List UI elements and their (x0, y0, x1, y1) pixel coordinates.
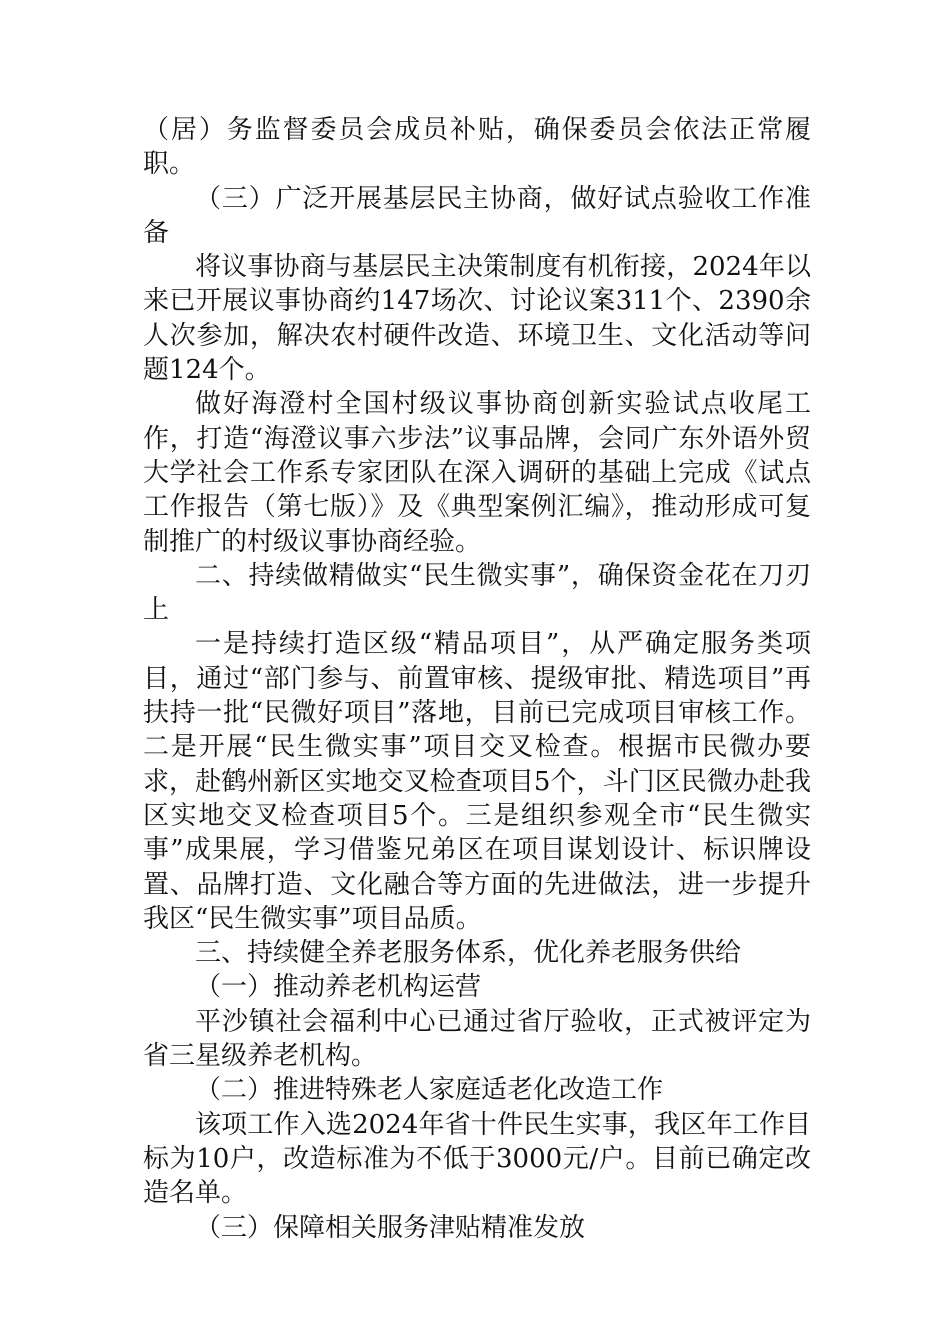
section-heading-three: 三、持续健全养老服务体系，优化养老服务供给 (195, 938, 742, 969)
subsection-heading-2: （二）推进特殊老人家庭适老化改造工作 (195, 1075, 664, 1106)
subsection-heading-1: （一）推动养老机构运营 (195, 972, 482, 1003)
paragraph-pilot-work: 做好海澄村全国村级议事协商创新实验试点收尾工作，打造“海澄议事六步法”议事品牌，会同广东外语外贸大学社会工作系专家团队在深入调研的基础上完成《试点工作报告（第七版）》及《典型案例汇编》，推动形成可复制推广的村级议事协商经验。 (143, 389, 811, 557)
paragraph-consultation-stats: 将议事协商与基层民主决策制度有机衔接，2024年以来已开展议事协商约147场次、讨论议案311个、2390余人次参加，解决农村硬件改造、环境卫生、文化活动等问题124个。 (143, 252, 811, 386)
paragraph-welfare-center: 平沙镇社会福利中心已通过省厅验收，正式被评定为省三星级养老机构。 (143, 1006, 811, 1072)
section-heading-two: 二、持续做精做实“民生微实事”，确保资金花在刀刃上 (143, 560, 811, 626)
subsection-heading-3: （三）保障相关服务津贴精准发放 (195, 1212, 586, 1243)
paragraph-continuation: （居）务监督委员会成员补贴，确保委员会依法正常履职。 (143, 115, 811, 180)
document-body (143, 113, 811, 1245)
paragraph-livelihood-projects: 一是持续打造区级“精品项目”，从严确定服务类项目，通过“部门参与、前置审核、提级审批、精选项目”再扶持一批“民微好项目”落地，目前已完成项目审核工作。二是开展“民生微实事”项目交叉检查。根据市民微办要求，赴鹤州新区实地交叉检查项目5个，斗门区民微办赴我区实地交叉检查项目5个。三是组织参观全市“民生微实事”成果展，学习借鉴兄弟区在项目谋划设计、标识牌设置、品牌打造、文化融合等方面的先进做法，进一步提升我区“民生微实事”项目品质。 (143, 629, 811, 934)
paragraph-aging-renovation: 该项工作入选2024年省十件民生实事，我区年工作目标为10户，改造标准为不低于3000元/户。目前已确定改造名单。 (143, 1109, 811, 1209)
section-heading-3: （三）广泛开展基层民主协商，做好试点验收工作准备 (143, 183, 811, 248)
